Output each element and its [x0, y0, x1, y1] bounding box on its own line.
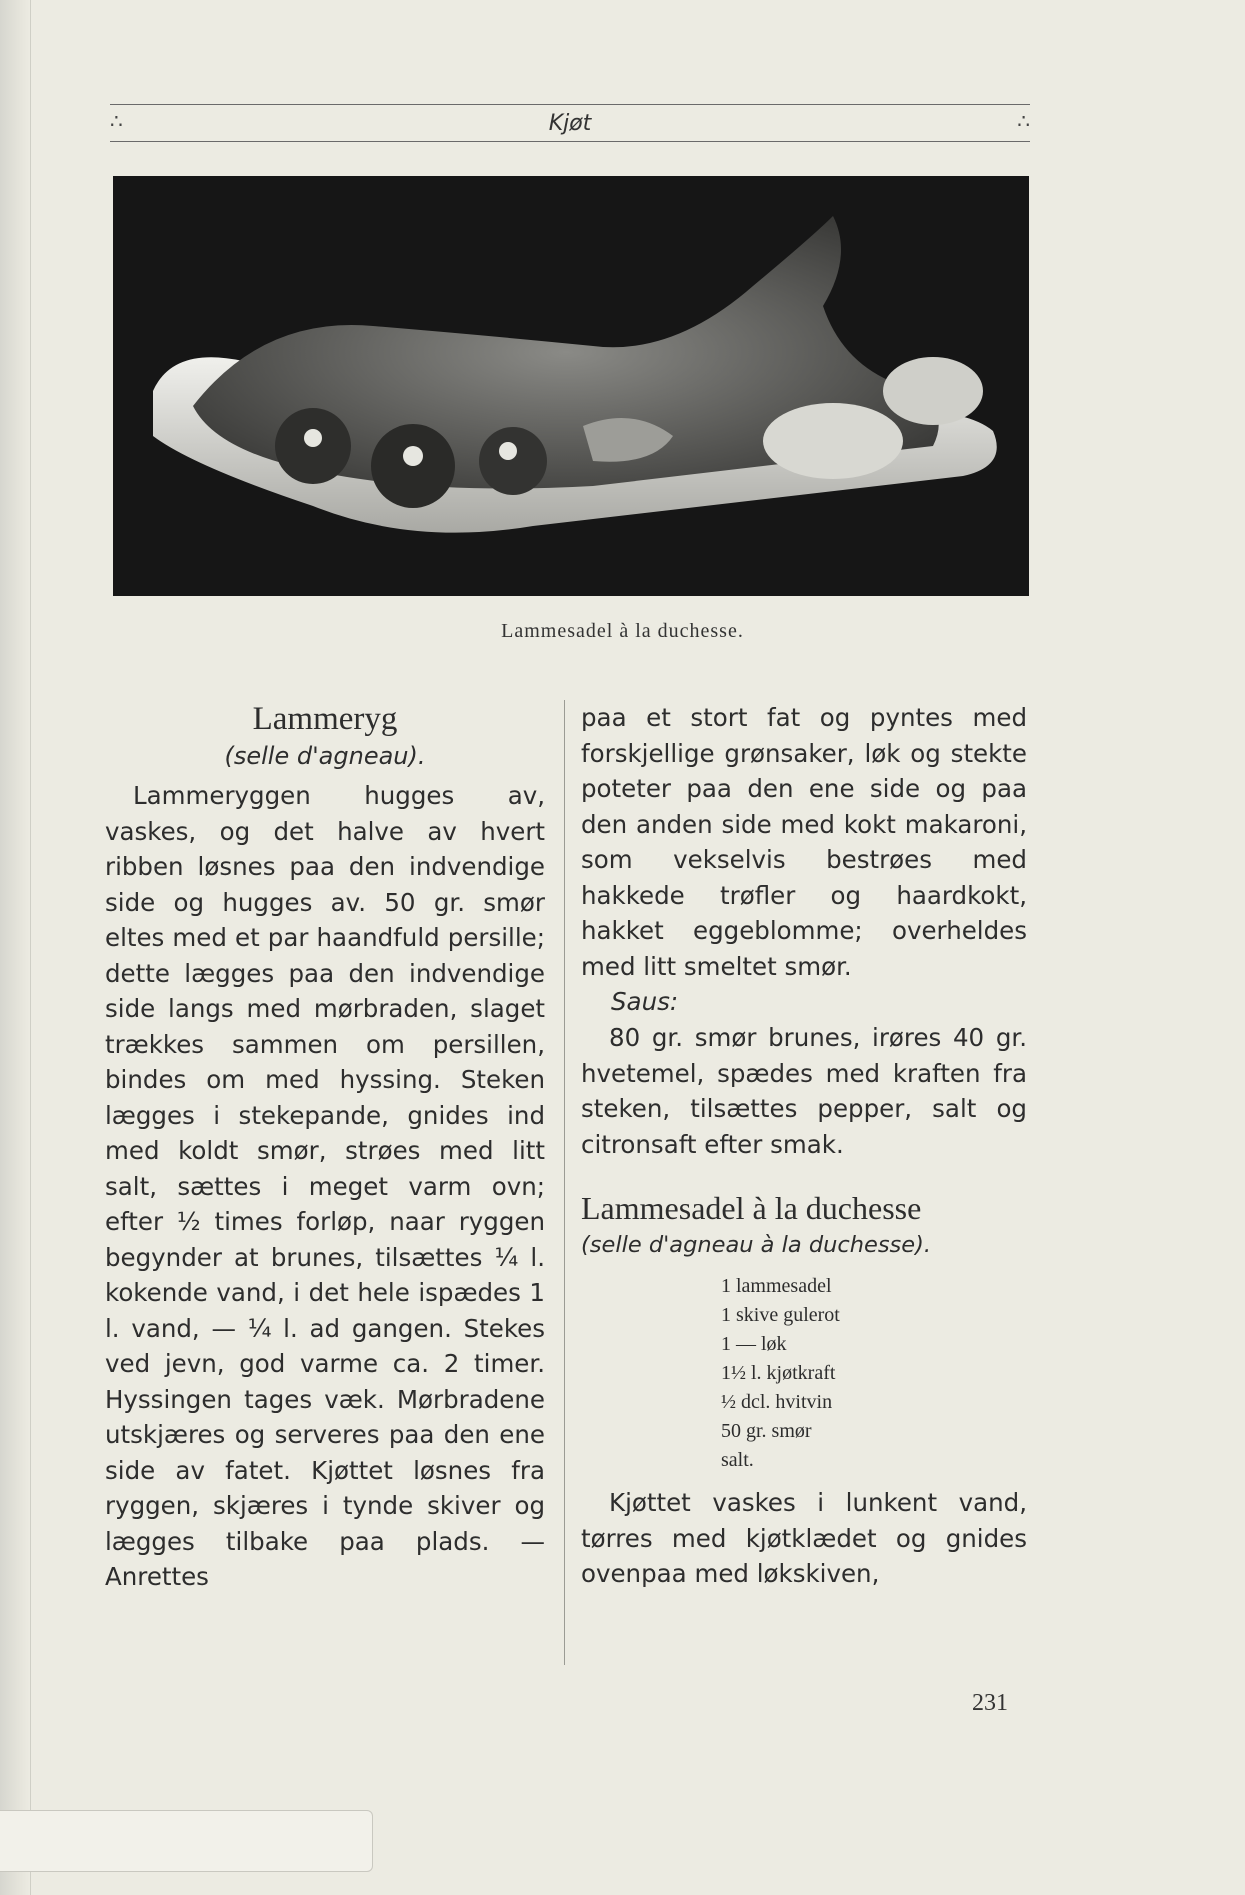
- figure-caption: Lammesadel à la duchesse.: [501, 620, 744, 642]
- ingredient-item: 1 lammesadel: [721, 1275, 832, 1297]
- dish-photograph: [113, 176, 1029, 596]
- library-tab: [0, 1810, 373, 1872]
- recipe-body-lammeryg: Lammeryggen hugges av, vaskes, og det halve av hvert ribben løsnes paa den indvendige side og hugges av. 50 gr. smør eltes med et par haandfuld persille; dette lægges paa den indvendige side langs med mørbraden, slaget trækkes sammen om persillen, bindes om med hyssing. Steken lægges i stekepande, gnides ind med koldt smør, strøes med litt salt, sættes i meget varm ovn; efter ½ times forløp, naar ryggen begynder at brunes, tilsættes ¼ l. kokende vand, i det hele ispædes 1 l. vand, — ¼ l. ad gangen. Stekes ved jevn, god varme ca. 2 timer. Hyssingen tages væk. Mørbradene utskjæres og serveres paa den ene side av fatet. Kjøttet løsnes fra ryggen, skjæres i tynde skiver og lægges tilbake paa plads. — Anrettes: [105, 781, 545, 1591]
- sauce-label: Saus:: [611, 987, 679, 1016]
- recipe-subheading-lammesadel: (selle d'agneau à la duchesse).: [581, 1232, 932, 1258]
- ornament-left-icon: ∴: [110, 109, 123, 133]
- running-head-title: Kjøt: [548, 111, 592, 136]
- book-binding-edge: [0, 0, 31, 1895]
- ingredient-item: ½ dcl. hvitvin: [721, 1391, 833, 1413]
- recipe-heading-lammeryg: Lammeryg: [252, 701, 398, 737]
- ingredient-list: [721, 1272, 1027, 1475]
- recipe-heading-lammesadel: Lammesadel à la duchesse: [581, 1190, 922, 1226]
- sauce-text: 80 gr. smør brunes, irøres 40 gr. hvetemel, spædes med kraften fra steken, tilsættes pepper, salt og citronsaft efter smak.: [581, 1023, 1027, 1159]
- ingredient-item: 1 — løk: [721, 1333, 787, 1355]
- recipe-subheading-lammeryg: (selle d'agneau).: [224, 742, 426, 770]
- ingredient-item: salt.: [721, 1449, 754, 1471]
- ingredient-item: 1 skive gulerot: [721, 1304, 840, 1326]
- ornament-right-icon: ∴: [1017, 109, 1030, 133]
- recipe-continuation: paa et stort fat og pyntes med forskjellige grønsaker, løk og stekte poteter paa den ene side og paa den anden side med kokt makaroni, som vekselvis bestrøes med hakkede trøfler og haardkokt, hakket eggeblomme; overheldes med litt smeltet smør.: [581, 703, 1027, 981]
- recipe-method-lammesadel: Kjøttet vaskes i lunkent vand, tørres med kjøtklædet og gnides ovenpaa med løkskiven,: [581, 1488, 1027, 1588]
- left-column: [105, 700, 545, 1595]
- running-head: [110, 104, 1030, 142]
- right-column: [581, 700, 1027, 1592]
- ingredient-item: 1½ l. kjøtkraft: [721, 1362, 836, 1384]
- column-divider: [564, 700, 565, 1665]
- page-number: 231: [972, 1690, 1008, 1716]
- ingredient-item: 50 gr. smør: [721, 1420, 812, 1442]
